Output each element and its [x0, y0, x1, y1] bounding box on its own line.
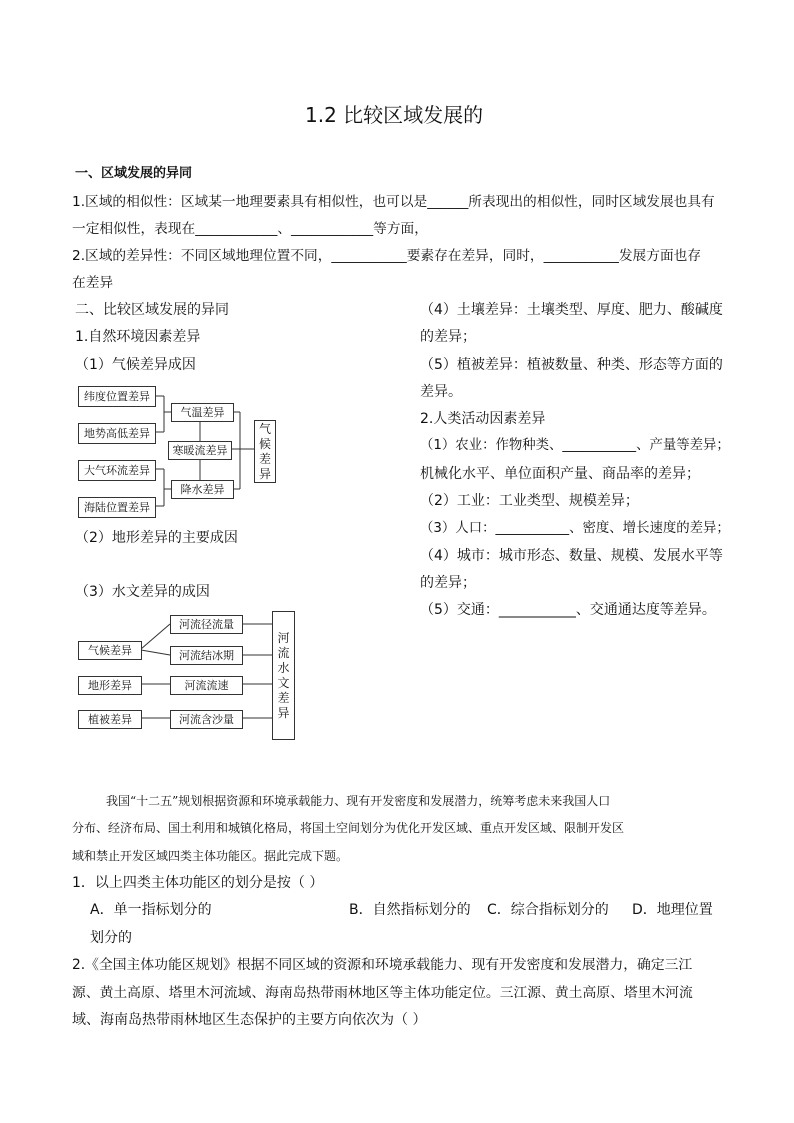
city-line-1: （4）城市：城市形态、数量、规模、发展水平等	[420, 548, 723, 564]
similarity-line-2: 一定相似性，表现在____________、____________等方面，	[72, 221, 428, 237]
circulation-difference-box: 大气环流差异	[78, 460, 156, 481]
question-2-line-2: 源、黄土高原、塔里木河流域、海南岛热带雨林地区等主体功能定位。三江源、黄土高原、塔里木河流	[72, 985, 693, 1001]
hydro-terrain-box: 地形差异	[78, 676, 142, 695]
precipitation-difference-box: 降水差异	[171, 480, 234, 499]
temperature-difference-box: 气温差异	[171, 403, 234, 422]
runoff-box: 河流径流量	[170, 615, 243, 634]
hydro-result-char: 流	[277, 645, 290, 660]
climate-difference-result-box	[254, 420, 276, 483]
question-1-option-c[interactable]: C．综合指标划分的	[487, 902, 609, 918]
flow-speed-box: 河流流速	[170, 676, 243, 695]
altitude-difference-box: 地势高低差异	[78, 423, 156, 444]
section2-heading: 二、比较区域发展的异同	[75, 302, 229, 318]
question-1-option-a[interactable]: A．单一指标划分的	[90, 902, 212, 918]
vegetation-difference-line-2: 差异。	[420, 384, 462, 400]
difference-line-1: 2.区域的差异性：不同区域地理位置不同，___________要素存在差异，同时，___________发展方面也存	[72, 248, 702, 264]
hydro-result-char: 差	[277, 690, 290, 705]
hydro-vegetation-box: 植被差异	[78, 710, 142, 729]
vegetation-difference-line-1: （5）植被差异：植被数量、种类、形态等方面的	[420, 357, 723, 373]
soil-difference-line-1: （4）土壤差异：土壤类型、厚度、肥力、酸碱度	[420, 302, 723, 318]
terrain-causes-heading: （2）地形差异的主要成因	[75, 530, 238, 546]
question-1-option-d[interactable]: D．地理位置	[632, 902, 713, 918]
passage-line-1: 我国“十二五”规划根据资源和环境承载能力、现有开发密度和发展潜力，统筹考虑未来我国人口	[106, 794, 611, 808]
climate-result-char: 异	[258, 466, 271, 481]
climate-result-char: 差	[258, 451, 271, 466]
climate-result-char: 候	[258, 436, 271, 451]
section1-heading: 一、区域发展的异同	[75, 166, 193, 181]
difference-line-2: 在差异	[72, 275, 114, 291]
hydrology-causes-heading: （3）水文差异的成因	[75, 584, 210, 600]
page-title: 1.2 比较区域发展的	[305, 103, 484, 127]
passage-line-3: 域和禁止开发区域四类主体功能区。据此完成下题。	[72, 849, 349, 863]
nature-factors-heading: 1.自然环境因素差异	[75, 329, 201, 345]
question-2-line-3: 域、海南岛热带雨林地区生态保护的主要方向依次为（ ）	[72, 1012, 427, 1028]
climate-result-char: 气	[258, 421, 271, 436]
sea-land-difference-box: 海陆位置差异	[78, 497, 156, 518]
similarity-line-1: 1.区域的相似性：区域某一地理要素具有相似性，也可以是______所表现出的相似性，同时区域发展也具有	[72, 194, 715, 210]
industry-line: （2）工业：工业类型、规模差异；	[420, 493, 639, 509]
hydrology-difference-result-box	[272, 611, 295, 740]
question-1-option-b[interactable]: B．自然指标划分的	[349, 902, 471, 918]
city-line-2: 的差异；	[420, 575, 476, 591]
freeze-period-box: 河流结冰期	[170, 646, 243, 665]
hydro-result-char: 文	[277, 675, 290, 690]
question-2-line-1: 2.《全国主体功能区规划》根据不同区域的资源和环境承载能力、现有开发密度和发展潜力，确定三江	[72, 957, 693, 973]
hydro-climate-box: 气候差异	[78, 641, 142, 660]
human-factors-heading: 2.人类活动因素差异	[420, 411, 546, 427]
hydro-result-char: 河	[277, 630, 290, 645]
question-1-option-d-continued: 划分的	[90, 930, 132, 946]
population-line: （3）人口：___________、密度、增长速度的差异；	[420, 521, 730, 536]
current-difference-box: 寒暖流差异	[168, 441, 232, 460]
transport-line: （5）交通：___________、交通通达度等差异。	[420, 602, 716, 618]
soil-difference-line-2: 的差异；	[420, 329, 476, 345]
passage-line-2: 分布、经济布局、国土利用和城镇化格局，将国土空间划分为优化开发区域、重点开发区域、限制开发区	[72, 821, 625, 835]
climate-causes-heading: （1）气候差异成因	[75, 357, 196, 373]
agriculture-line-1: （1）农业：作物种类、___________、产量等差异；	[420, 438, 730, 453]
question-1-stem: 1．以上四类主体功能区的划分是按（ ）	[72, 875, 324, 891]
hydro-result-char: 水	[277, 660, 290, 675]
agriculture-line-2: 机械化水平、单位面积产量、商品率的差异；	[420, 466, 700, 482]
sediment-box: 河流含沙量	[170, 710, 243, 729]
latitude-difference-box: 纬度位置差异	[78, 386, 156, 407]
hydro-result-char: 异	[277, 705, 290, 720]
